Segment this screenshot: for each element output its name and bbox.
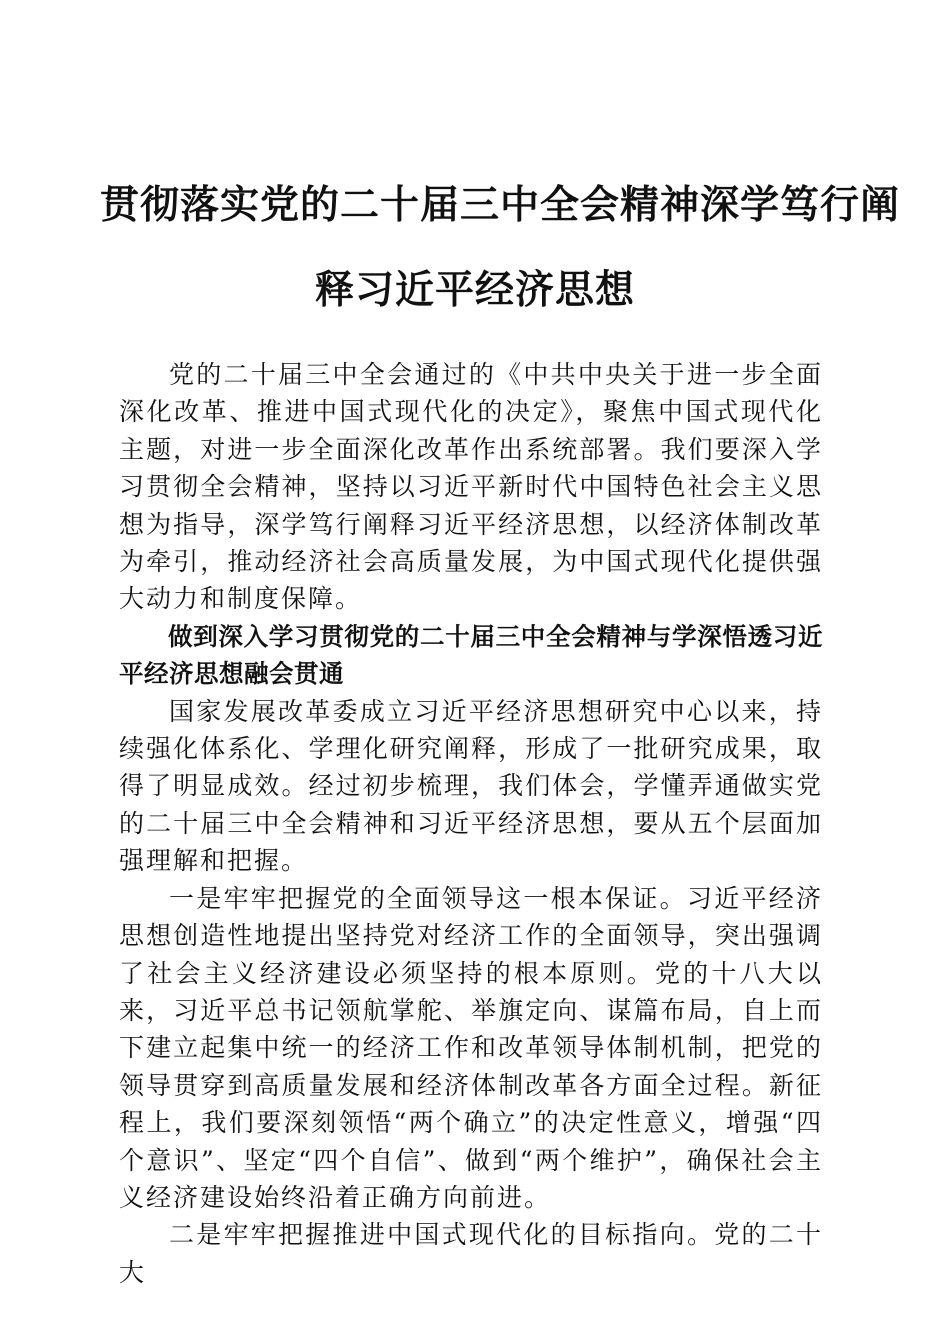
body-paragraph: 一是牢牢把握党的全面领导这一根本保证。习近平经济思想创造性地提出坚持党对经济工作的全面领导，突出强调了社会主义经济建设必须坚持的根本原则。党的十八大以来，习近平总书记领航掌舵、举旗定向、谋篇布局，自上而下建立起集中统一的经济工作和改革领导体制机制，把党的领导贯穿到高质量发展和经济体制改革各方面全过程。新征程上，我们要深刻领悟“两个确立”的决定性意义，增强“四个意识”、坚定“四个自信”、做到“两个维护”，确保社会主义经济建设始终沿着正确方向前进。 bbox=[119, 883, 823, 1212]
body-paragraph: 二是牢牢把握推进中国式现代化的目标指向。党的二十大 bbox=[119, 1220, 823, 1287]
intro-paragraph: 党的二十届三中全会通过的《中共中央关于进一步全面深化改革、推进中国式现代化的决定》，聚焦中国式现代化主题，对进一步全面深化改革作出系统部署。我们要深入学习贯彻全会精神，坚持以习近平新时代中国特色社会主义思想为指导，深学笃行阐释习近平经济思想，以经济体制改革为牵引，推动经济社会高质量发展，为中国式现代化提供强大动力和制度保障。 bbox=[119, 360, 823, 614]
body-paragraph: 国家发展改革委成立习近平经济思想研究中心以来，持续强化体系化、学理化研究阐释，形成了一批研究成果，取得了明显成效。经过初步梳理，我们体会，学懂弄通做实党的二十届三中全会精神和习近平经济思想，要从五个层面加强理解和把握。 bbox=[119, 696, 823, 876]
section-heading: 做到深入学习贯彻党的二十届三中全会精神与学深悟透习近平经济思想融会贯通 bbox=[119, 621, 823, 689]
title-line-2: 释习近平经济思想 bbox=[314, 267, 635, 313]
title-line-1: 贯彻落实党的二十届三中全会精神深学笃行阐 bbox=[100, 182, 901, 228]
document-body bbox=[119, 356, 823, 1291]
document-title bbox=[100, 163, 901, 333]
